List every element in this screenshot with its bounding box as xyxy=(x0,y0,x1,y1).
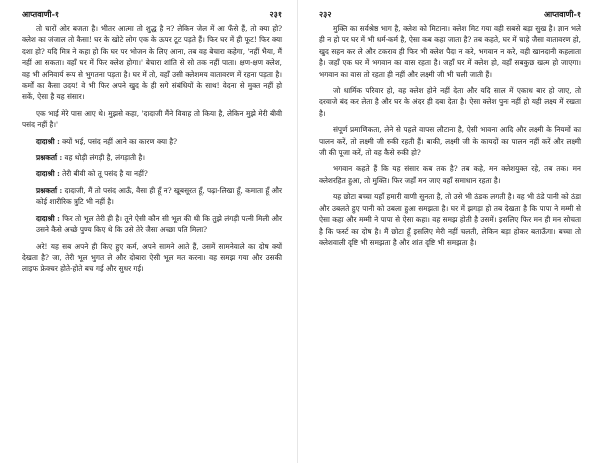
right-page xyxy=(305,0,595,463)
speaker-label: दादाश्री : xyxy=(36,169,60,179)
paragraph: मुक्ति का सर्वश्रेष्ठ भाग है, क्लेश को मिटाना। क्लेश मिट गया वही सबसे बड़ा सुख है। ज्ञान भले ही न हो पर घर में भी धर्म-कर्म है, ऐसा कब कहा जाता है? तब कहते, घर में चाहे जैसा वातावरण हो, खुद सहन कर ले और टकराव ही फिर भी क्लेश पैदा न करे, भगवान न करे, वही खानदानी कहलाता है। जहाँ एक घर में भगवान का वास रहता है। जहाँ घर में क्लेश हो, वहाँ सबकुछ खत्म हो जाएगा। भगवान का वास तो रहता ही नहीं और लक्ष्मी जी भी चली जाती हैं। xyxy=(319,24,581,79)
dialogue-line xyxy=(22,213,282,236)
paragraph: अरे! यह सब अपने ही किए हुए कर्म, अपने सामने आते हैं, उसमें सामनेवाले का दोष क्यों देखता है? जा, तेरी भूल भुगत ले और दोबारा ऐसी भूल मत करना। वह समझ गया और उसकी लाइफ फ्रेक्चर होते-होते बच गई और सुधर गई। xyxy=(22,241,282,274)
right-page-header xyxy=(319,8,581,20)
left-page-body xyxy=(22,23,282,275)
dialogue-line xyxy=(22,136,282,147)
paragraph: यह छोटा बच्चा यहाँ हमारी वाणी सुनता है, तो उसे भी ठंडक लगती है। वह भी ठंडे पानी को ठंडा और उबलते हुए पानी को उबला हुआ समझता है। घर में झगड़ा हो तब देखता है कि पापा ने मम्मी से ऐसा कहा और मम्मी ने पापा से ऐसा कहा। वह समझ होती है उसमें। इसलिए फिर मन ही मन सोचता है कि फर्स्ट का दोष है। मैं छोटा हूँ इसलिए मेरी नहीं चलती, लेकिन बड़ा होकर बताऊँगा। बच्चा तो क्लेशवाली दृष्टि भी समझता है और शांत दृष्टि भी समझता है। xyxy=(319,192,581,247)
left-header-title: आप्तवाणी-१ xyxy=(22,8,60,19)
speaker-label: दादाश्री : xyxy=(36,213,60,223)
dialogue-line xyxy=(22,185,282,208)
dialogue-text: फिर तो भूल तेरी ही है। तूने ऐसी कौन सी भूल की थी कि तुझे लंगड़ी पत्नी मिली और उसने कैसे अच्छे पुण्य किए थे कि उसे तेरे जैसा अच्छा पति मिला? xyxy=(36,213,282,235)
paragraph: तो चारों ओर बजता है। भीतर आत्मा तो शुद्ध है न? लेकिन जेल में आ फँसे हैं, तो क्या हो? क्लेश का जंजाल तो कैसा! घर के खोटे लोग एक के ऊपर टूट पड़ते हैं। फिर घर में ही फूट! फिर क्या दशा हो? यदि मित्र ने कहा हो कि घर पर भोजन के लिए आना, तब वह बेचारा कहेगा, 'नहीं भैया, मैं नहीं आ सकता। वहाँ घर में फिर क्लेश होगा।' बेचारा शांति से सो तक नहीं पाता। क्षण-क्षण क्लेश, वह भी अनिवार्य रूप से भुगतना पड़ता है। घर में तो, वहाँ उसी क्लेशमय वातावरण में रहना पड़ता है। कर्मों का कैसा उदय! वे भी फिर अपने खुद के ही सगे संबंधियों के साथ! वेदना से मुक्त नहीं हो सकें, ऐसा है यह संसार। xyxy=(22,24,282,102)
speaker-label: प्रश्नकर्ता : xyxy=(36,153,63,163)
dialogue-text: तेरी बीवी को तू पसंद है या नहीं? xyxy=(59,169,148,179)
paragraph: जो धार्मिक परिवार हो, वह क्लेश होने नहीं देता और यदि साल में एकाध बार हो जाए, तो दरवाजे बंद कर लेता है और घर के अंदर ही दबा देता है। ऐसा क्लेश पुनः नहीं हो यही लक्ष्य में रखता है। xyxy=(319,86,581,118)
dialogue-text: वह थोड़ी लंगड़ी है, लंगड़ाती है। xyxy=(62,153,145,163)
dialogue-text: क्यों भई, पसंद नहीं आने का कारण क्या है? xyxy=(59,136,178,146)
left-page-header xyxy=(22,8,282,20)
paragraph: भगवान कहते हैं कि यह संसार कब तक है? तब कहे, मन क्लेशयुक्त रहे, तब तक। मन क्लेशरहित हुआ, तो मुक्ति। फिर जहाँ मन जाए वहाँ समाधान रहता है। xyxy=(319,164,581,185)
paragraph: एक भाई मेरे पास आए थे। मुझसे कहा, 'दादाजी मैंने विवाह तो किया है, लेकिन मुझे मेरी बीवी पसंद नहीं है।' xyxy=(22,108,282,130)
left-page xyxy=(0,0,290,463)
dialogue-line xyxy=(22,152,282,163)
page-gutter xyxy=(297,0,298,463)
right-page-number: २३२ xyxy=(319,8,332,19)
right-header-title: आप्तवाणी-१ xyxy=(543,8,581,19)
left-page-number: २३१ xyxy=(269,8,282,19)
dialogue-text: दादाजी, मैं तो पसंद आऊँ, वैसा ही हूँ न? खूबसूरत हूँ, पढ़ा-लिखा हूँ, कमाता हूँ और कोई शारीरिक त्रुटि भी नहीं है। xyxy=(36,185,282,207)
dialogue-line xyxy=(22,168,282,179)
speaker-label: दादाश्री : xyxy=(36,136,60,146)
speaker-label: प्रश्नकर्ता : xyxy=(36,185,63,195)
paragraph: संपूर्ण प्रमाणिकता, लेने से पहले वापस लौटाना है, ऐसी भावना आदि और लक्ष्मी के नियमों का पालन करें, तो लक्ष्मी जी रुकी रहती हैं। बाकी, लक्ष्मी जी के कायदों का पालन नहीं करें और लक्ष्मी जी की पूजा करें, तो वह कैसे रुकी हो? xyxy=(319,125,581,158)
right-page-body xyxy=(319,23,581,248)
